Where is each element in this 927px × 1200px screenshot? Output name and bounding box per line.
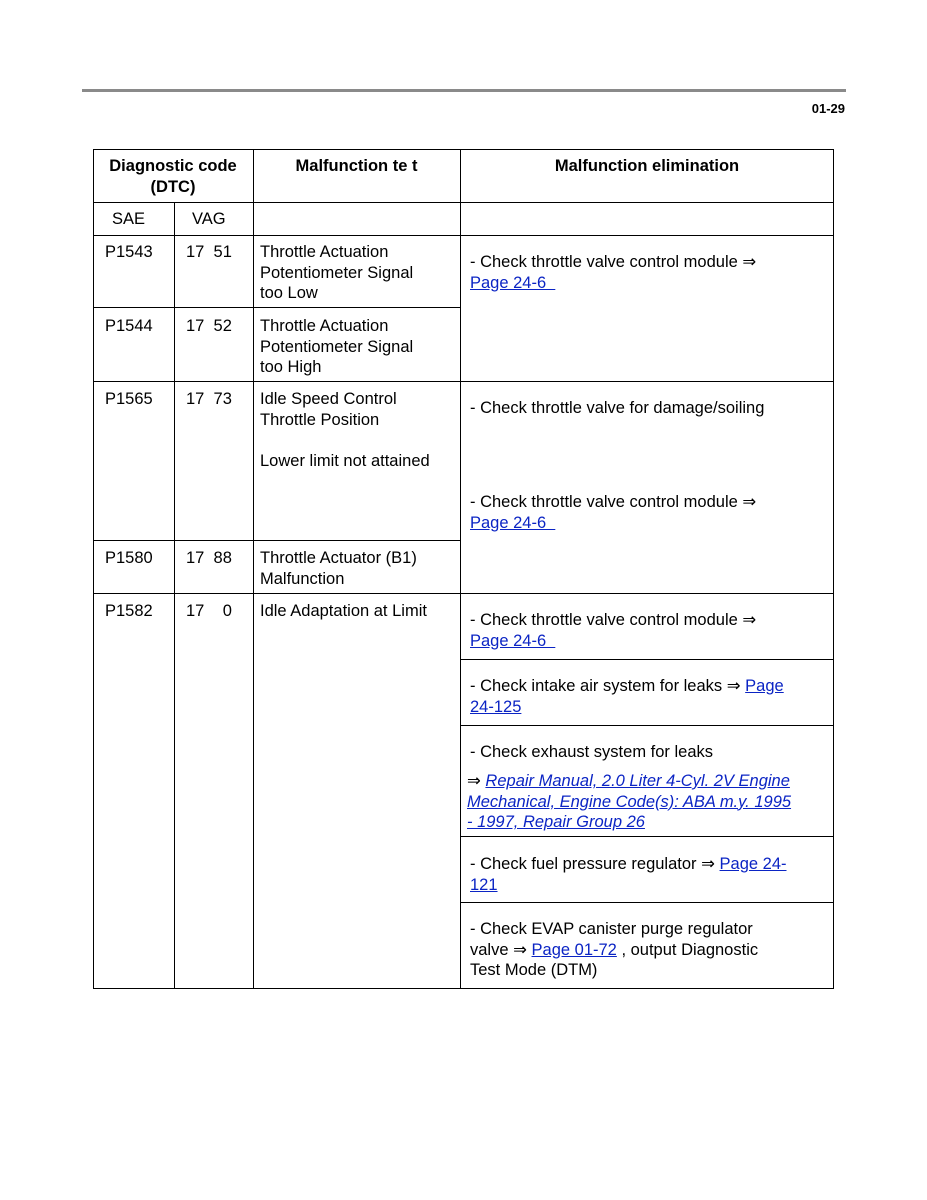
page-link[interactable]: Page 24-6: [470, 513, 556, 532]
row-vag-code: 17 0: [186, 602, 232, 620]
arrow-icon: ⇒: [467, 772, 481, 790]
row-malfunction-text: Throttle Actuation Potentiometer Signal too High: [260, 317, 414, 376]
sae-vag-divider: [174, 202, 175, 989]
row-divider: [93, 307, 460, 308]
row-malfunction-text: Idle Speed Control Throttle Position: [260, 390, 397, 429]
column-divider: [253, 149, 254, 989]
page-link[interactable]: 24-125: [470, 697, 522, 716]
header-sae: SAE: [112, 210, 146, 228]
page-link[interactable]: Page 24-6: [470, 631, 556, 650]
row-vag-code: 17 73: [186, 390, 232, 408]
row-divider: [93, 593, 834, 594]
row-malfunction-note: Lower limit not attained: [260, 452, 430, 470]
subheader-divider: [93, 235, 834, 236]
row-sae-code: P1580: [105, 549, 153, 567]
header-dtc: Diagnostic code (DTC): [109, 157, 237, 196]
elimination-step: - Check fuel pressure regulator ⇒ Page 24- 121: [470, 855, 787, 894]
page-link[interactable]: Page 24-: [719, 855, 787, 873]
header-rule: [82, 89, 846, 92]
elimination-divider: [460, 659, 834, 660]
elimination-step: - Check intake air system for leaks ⇒ Page 24-125: [470, 677, 784, 716]
table-border-bottom: [93, 988, 834, 989]
dtc-table: [93, 149, 834, 989]
page-link[interactable]: Page: [745, 677, 784, 695]
row-sae-code: P1582: [105, 602, 153, 620]
header-malfunction-elimination: Malfunction elimination: [554, 157, 740, 175]
table-border-top: [93, 149, 834, 150]
row-malfunction-text: Throttle Actuation Potentiometer Signal too Low: [260, 243, 414, 302]
elimination-step: [467, 771, 791, 833]
row-divider: [93, 381, 834, 382]
row-vag-code: 17 88: [186, 549, 232, 567]
elimination-step: - Check throttle valve control module ⇒ Page 24-6: [470, 611, 757, 650]
elimination-step: - Check throttle valve for damage/soiling: [470, 399, 765, 417]
elimination-divider: [460, 725, 834, 726]
repair-manual-link[interactable]: Repair Manual, 2.0 Liter 4-Cyl. 2V Engine: [485, 772, 790, 790]
header-divider: [93, 202, 834, 203]
row-vag-code: 17 51: [186, 243, 232, 261]
table-border-left: [93, 149, 94, 989]
page-number: 01-29: [811, 101, 845, 116]
page-link[interactable]: Page 24-6: [470, 273, 556, 292]
row-vag-code: 17 52: [186, 317, 232, 335]
row-malfunction-text: Throttle Actuator (B1) Malfunction: [260, 549, 417, 588]
elimination-step: - Check throttle valve control module ⇒ Page 24-6: [470, 493, 757, 532]
row-sae-code: P1565: [105, 390, 153, 408]
row-malfunction-text: Idle Adaptation at Limit: [260, 602, 427, 620]
row-sae-code: P1543: [105, 243, 153, 261]
elimination-step: - Check EVAP canister purge regulator valve ⇒ Page 01-72 , output Diagnostic Test Mode (DTM): [470, 920, 759, 979]
row-divider: [93, 540, 460, 541]
repair-manual-link[interactable]: Mechanical, Engine Code(s): ABA m.y. 1995: [467, 792, 792, 811]
row-sae-code: P1544: [105, 317, 153, 335]
header-malfunction-text: Malfunction te t: [295, 157, 418, 175]
header-vag: VAG: [192, 210, 226, 228]
page-link[interactable]: 121: [470, 875, 498, 894]
repair-manual-link[interactable]: - 1997, Repair Group 26: [467, 813, 645, 831]
column-divider: [460, 149, 461, 989]
elimination-step: - Check throttle valve control module ⇒ Page 24-6: [470, 253, 757, 292]
page-link[interactable]: Page 01-72: [531, 940, 617, 959]
elimination-step: - Check exhaust system for leaks: [470, 743, 714, 761]
elimination-divider: [460, 836, 834, 837]
elimination-divider: [460, 902, 834, 903]
table-border-right: [833, 149, 834, 989]
